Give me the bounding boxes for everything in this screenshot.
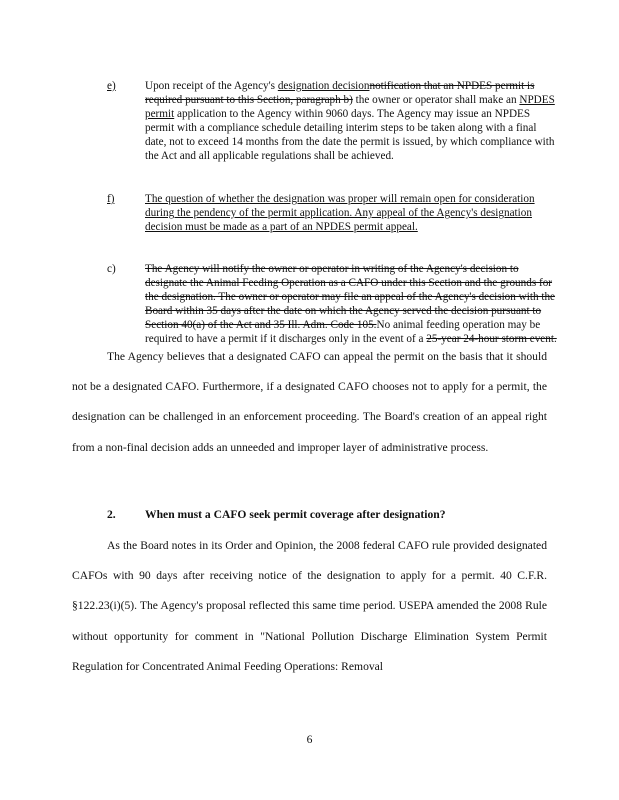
section-title: When must a CAFO seek permit coverage after designation? bbox=[145, 508, 446, 521]
subsection-e-text bbox=[145, 79, 557, 164]
subsection-c bbox=[107, 262, 557, 347]
text-plain: the owner or operator shall make an bbox=[352, 94, 520, 107]
text-deleted: notification that an NPDES permit is required pursuant to this Section, paragraph b) bbox=[145, 80, 535, 107]
subsection-f-label: f) bbox=[107, 193, 115, 205]
subsection-e-label: e) bbox=[107, 80, 116, 92]
body-paragraph-1: The Agency believes that a designated CAFO can appeal the permit on the basis that it should not be a designated CAFO. Furthermore, if a designated CAFO chooses not to apply for a permit, the designation can be challenged in an enforcement proceeding. The Board's creation of an appeal right from a non-final decision adds an unneeded and improper layer of administrative process. bbox=[72, 350, 547, 454]
subsection-c-label: c) bbox=[107, 263, 116, 275]
subsection-f bbox=[107, 192, 557, 234]
body-paragraph-2: As the Board notes in its Order and Opinion, the 2008 federal CAFO rule provided designated CAFOs with 90 days after receiving notice of the designation to apply for a permit. 40 C.F.R. §122.23(i)(5). The Agency's proposal reflected this same time period. USEPA amended the 2008 Rule without opportunity for comment in "National Pollution Discharge Elimination System Permit Regulation for Concentrated Animal Feeding Operations: Removal bbox=[72, 539, 547, 673]
text-plain: Upon receipt of the Agency's bbox=[145, 80, 278, 92]
section-number: 2. bbox=[107, 508, 116, 521]
text-plain: application to the Agency within 9060 days. The Agency may issue an NPDES permit with a compliance schedule detailing interim steps to be taken along with a final date, not to exceed 14 months from the date the permit is issued, by which compliance with the Act and all applicable regulations shall be achieved. bbox=[145, 108, 555, 163]
page-number: 6 bbox=[306, 733, 313, 746]
text-deleted: The Agency will notify the owner or operator in writing of the Agency's decision to designate the Animal Feeding Operation as a CAFO under this Section and the grounds for the designation. The owner or operator may file an appeal of the Agency's decision with the Board within 35 days after the date on which the Agency served the decision pursuant to Section 40(a) of the Act and 35 Ill. Adm. Code 105. bbox=[145, 263, 556, 332]
subsection-e bbox=[107, 79, 557, 164]
text-plain: No animal feeding operation may be required to have a permit if it discharges only in the event of a bbox=[145, 319, 541, 346]
subsection-c-text bbox=[145, 262, 557, 347]
text-inserted: NPDES permit bbox=[145, 94, 555, 121]
section-heading bbox=[107, 508, 446, 521]
subsection-f-text: The question of whether the designation was proper will remain open for consideration during the pendency of the permit application. Any appeal of the Agency's designation decision must be made as a part of an NPDES permit appeal. bbox=[145, 193, 535, 234]
text-deleted: 25-year 24-hour storm event. bbox=[426, 333, 557, 346]
text-inserted: designation decision bbox=[277, 80, 370, 92]
